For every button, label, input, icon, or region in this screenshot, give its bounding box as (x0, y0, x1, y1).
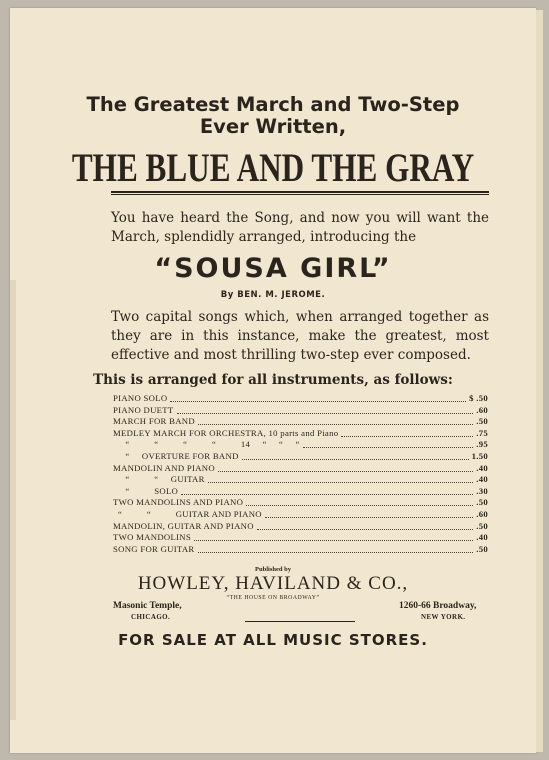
price-list-row (113, 463, 488, 475)
instrument-label: MARCH FOR BAND (113, 416, 195, 427)
publisher-name: HOWLEY, HAVILAND & CO., (137, 573, 409, 594)
price-value: .50 (476, 520, 488, 531)
description-paragraph: Two capital songs which, when arranged together as they are in this instance, make the greatest, most effective and most thrilling two-step ever composed. (111, 309, 489, 363)
price-value: .50 (476, 497, 488, 508)
instrument-label: TWO MANDOLINS AND PIANO (113, 497, 244, 508)
price-list-row (113, 532, 488, 544)
price-value: .50 (476, 543, 488, 554)
price-list-row (113, 439, 488, 451)
dot-leader (198, 551, 473, 553)
price-value: .95 (476, 439, 488, 450)
publisher-rule (245, 621, 355, 622)
title-underline (111, 191, 489, 193)
page-edge (536, 10, 543, 752)
headline-line-2: Ever Written, (199, 115, 347, 138)
dot-leader (265, 516, 473, 518)
dot-leader (177, 412, 473, 414)
instrument-label: MEDLEY MARCH FOR ORCHESTRA, 10 parts and Piano (113, 427, 339, 438)
arrangement-heading: This is arranged for all instruments, as follows: (93, 372, 453, 388)
instrument-label: SONG FOR GUITAR (113, 543, 195, 554)
price-value: .50 (476, 416, 488, 427)
newyork-address-line: 1260-66 Broadway, (399, 601, 477, 611)
chicago-address (113, 601, 182, 623)
composer-byline: By BEN. M. JEROME. (220, 290, 326, 300)
page-stain (10, 280, 16, 720)
dot-leader (246, 504, 473, 506)
price-list-row (113, 521, 488, 533)
page-title: THE BLUE AND THE GRAY (71, 145, 475, 190)
chicago-city: CHICAGO. (131, 613, 171, 621)
price-list-row (113, 405, 488, 417)
newyork-address (399, 601, 476, 623)
dot-leader (198, 423, 473, 425)
price-list (113, 393, 488, 555)
price-list-row (113, 393, 488, 405)
instrument-label: MANDOLIN AND PIANO (113, 462, 215, 473)
published-by-label: Published by (255, 566, 291, 573)
price-value: .75 (476, 427, 488, 438)
price-list-row (113, 428, 488, 440)
price-list-row (113, 451, 488, 463)
dot-leader (218, 470, 473, 472)
dot-leader (242, 458, 469, 460)
dot-leader (257, 528, 473, 530)
footer-notice: FOR SALE AT ALL MUSIC STORES. (118, 631, 428, 649)
title-underline-thin (111, 194, 489, 195)
price-list-row (113, 497, 488, 509)
dot-leader (303, 446, 473, 448)
dot-leader (341, 435, 473, 437)
instrument-label: PIANO DUETT (113, 404, 174, 415)
dot-leader (194, 539, 473, 541)
price-value: .60 (476, 404, 488, 415)
price-value: .40 (476, 532, 488, 543)
headline (10, 94, 536, 138)
instrument-label: PIANO SOLO (113, 393, 168, 403)
price-list-row (113, 486, 488, 498)
instrument-label: TWO MANDOLINS (113, 532, 191, 543)
feature-title: “SOUSA GIRL” (154, 253, 392, 284)
instrument-label: “ SOLO (113, 485, 179, 496)
dot-leader (208, 481, 473, 483)
instrument-label: “ “ “ “ 14 “ “ “ (113, 439, 300, 450)
price-list-row (113, 509, 488, 521)
instrument-label: MANDOLIN, GUITAR AND PIANO (113, 520, 254, 531)
price-list-row (113, 474, 488, 486)
intro-paragraph: You have heard the Song, and now you will want the March, splendidly arranged, introducing the (111, 210, 489, 245)
price-value: .30 (476, 485, 488, 496)
publisher-tagline: “THE HOUSE ON BROADWAY” (226, 595, 320, 601)
price-value: 1.50 (471, 450, 488, 461)
chicago-address-line: Masonic Temple, (113, 601, 182, 611)
headline-line-1: The Greatest March and Two-Step (86, 93, 460, 116)
newyork-city: NEW YORK. (421, 613, 466, 621)
dot-leader (181, 493, 473, 495)
price-value: $ .50 (469, 393, 488, 403)
price-value: .40 (476, 462, 488, 473)
instrument-label: “ OVERTURE FOR BAND (113, 450, 239, 461)
price-value: .40 (476, 474, 488, 485)
price-value: .60 (476, 508, 488, 519)
instrument-label: “ “ GUITAR AND PIANO (113, 508, 262, 519)
dot-leader (170, 400, 466, 402)
price-list-row (113, 544, 488, 556)
instrument-label: “ “ GUITAR (113, 474, 205, 485)
price-list-row (113, 416, 488, 428)
